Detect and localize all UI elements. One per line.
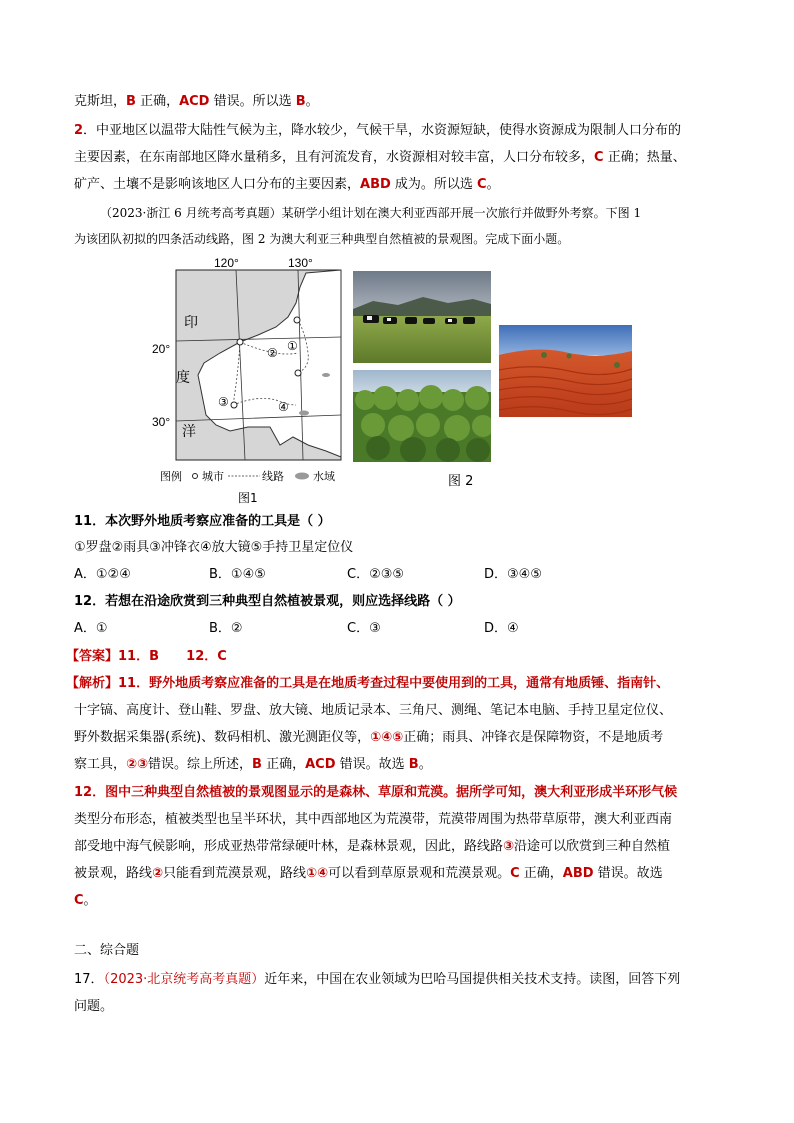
legend-route: 线路 (262, 470, 284, 483)
text: 野外数据采集器(系统)、数码相机、激光测距仪等， (74, 730, 371, 745)
q2-line-3 (74, 175, 500, 195)
q12-option-d: D．④ (484, 621, 519, 636)
route-label-3: ③ (218, 395, 229, 409)
city-marker (294, 317, 300, 323)
question-number: 17 (74, 972, 91, 987)
answer-letter: B (295, 94, 306, 109)
highlight: ①④⑤ (370, 730, 404, 745)
text: 可以看到草原景观和荒漠景观。 (328, 866, 511, 881)
analysis-line-5 (74, 783, 677, 803)
source-citation: （2023·浙江 6 月统考高考真题） (100, 206, 282, 220)
map-svg (148, 255, 348, 490)
lon-label-130: 130° (288, 256, 313, 270)
text: 12．图中三种典型自然植被的景观图显示的是森林、草原和荒漠。据所学可知，澳大利亚形成半环形气候 (74, 785, 678, 800)
text: 错误。综上所述， (148, 757, 253, 772)
legend-title: 图例 (160, 470, 182, 483)
desert-photo (499, 325, 632, 417)
lat-label-20: 20° (152, 342, 171, 356)
analysis-line-2: 十字镐、高度计、登山鞋、罗盘、放大镜、地质记录本、三角尺、测绳、笔记本电脑、手持卫星定位仪、 (74, 703, 673, 718)
q11-option-b: B．①④⑤ (209, 567, 266, 582)
answer-letter: ABD (360, 177, 391, 192)
text: 。 (418, 757, 432, 772)
q12-stem: 12．若想在沿途欣赏到三种典型自然植被景观，则应选择线路（ ） (74, 594, 461, 609)
legend-water-icon (295, 473, 309, 480)
route-label-1: ① (287, 339, 298, 353)
city-marker (237, 339, 243, 345)
legend-city: 城市 (202, 470, 224, 483)
ocean-label-char: 印 (184, 315, 198, 331)
q11-stem: 11．本次野外地质考察应准备的工具是（ ） (74, 514, 331, 529)
answer-text: 11．B 12．C (118, 649, 227, 664)
text: 沿途可以欣赏到三种自然植 (514, 839, 671, 854)
text: 主要因素，在东南部地区降水量稍多，且有河流发育，水资源相对较丰富，人口分布较多， (74, 150, 595, 165)
text: 。 (83, 893, 97, 908)
analysis-line-6: 类型分布形态，植被类型也呈半环状，其中西部地区为荒漠带，荒漠带周围为热带草原带，澳大利亚西南 (74, 812, 673, 827)
text: 为该团队初拟的四条活动线路，图 2 为澳大利亚三种典型自然植被的景观图。完成下面小题。 (74, 232, 570, 246)
answer-letter: C (594, 150, 604, 165)
route-label-4: ④ (278, 400, 289, 414)
grassland-svg (353, 271, 491, 363)
q11-option-d: D．③④⑤ (484, 567, 542, 582)
answer-letter: C (477, 177, 487, 192)
q17-line-1: 17．（2023·北京统考高考真题）近年来，中国在农业领域为巴哈马国提供相关技术支持。读图，回答下列 (74, 972, 681, 987)
forest-svg (353, 370, 491, 462)
text: 察工具， (74, 757, 127, 772)
highlight: ③ (503, 839, 515, 854)
question-number: 2 (74, 123, 84, 138)
analysis-line-9 (74, 891, 97, 911)
legend-city-icon (193, 474, 198, 479)
intro-line-1 (100, 203, 641, 223)
highlight: ACD (305, 757, 336, 772)
answer-label: 【答案】 (66, 649, 119, 664)
paragraph-line (74, 92, 319, 112)
q12-option-a: A．① (74, 621, 108, 636)
text: 错误。故选 (335, 757, 409, 772)
route-label-2: ② (267, 346, 278, 360)
text: 11．野外地质考察应准备的工具是在地质考查过程中要使用到的工具，通常有地质锤、指南针、 (118, 676, 670, 691)
intro-line-2 (74, 229, 569, 249)
source-citation: （2023·北京统考高考真题） (103, 972, 265, 987)
text: 矿产、土壤不是影响该地区人口分布的主要因素， (74, 177, 361, 192)
analysis-line-7 (74, 837, 670, 857)
grassland-photo (353, 271, 491, 363)
analysis-line-3 (74, 728, 663, 748)
text: 克斯坦， (74, 94, 127, 109)
ocean-label-char: 度 (176, 370, 190, 386)
text: 错误。所以选 (209, 94, 296, 109)
text: 。 (305, 94, 319, 109)
text: 近年来，中国在农业领域为巴哈马国提供相关技术支持。读图，回答下列 (264, 972, 681, 987)
highlight: C (510, 866, 520, 881)
q12-option-b: B．② (209, 621, 243, 636)
analysis-label: 【解析】 (66, 676, 119, 691)
text: 成为。所以选 (390, 177, 478, 192)
text: 被景观，路线 (74, 866, 153, 881)
analysis-line-1 (66, 674, 669, 694)
q17-line-2: 问题。 (74, 999, 114, 1014)
water-body (322, 373, 330, 377)
legend-water: 水域 (313, 470, 335, 483)
q12-option-c: C．③ (347, 621, 381, 636)
highlight: B (252, 757, 262, 772)
text: 。 (486, 177, 500, 192)
text: 正确， (135, 94, 180, 109)
answer-line (66, 647, 227, 667)
figure-1-map (148, 255, 348, 490)
water-body (299, 411, 309, 416)
q11-option-a: A．①②④ (74, 567, 131, 582)
figure-1-caption: 图1 (238, 491, 258, 505)
city-marker (295, 370, 301, 376)
text: 正确；热量、 (603, 150, 686, 165)
text: 某研学小组计划在澳大利亚西部开展一次旅行并做野外考察。下图 1 (281, 206, 642, 220)
answer-letter: B (126, 94, 136, 109)
ocean-label-char: 洋 (182, 424, 196, 440)
text: ．中亚地区以温带大陆性气候为主，降水较少，气候干旱，水资源短缺，使得水资源成为限制人口分布的 (83, 123, 682, 138)
highlight: B (408, 757, 419, 772)
answer-letter: ACD (179, 94, 210, 109)
lat-label-30: 30° (152, 415, 171, 429)
highlight: C (74, 893, 84, 908)
text: 正确；雨具、冲锋衣是保障物资，不是地质考 (403, 730, 664, 745)
analysis-line-8 (74, 864, 663, 884)
highlight: ②③ (126, 757, 149, 772)
figure-2-caption: 图 2 (448, 474, 474, 489)
q2-line-1 (74, 121, 681, 141)
highlight: ② (152, 866, 164, 881)
text: 只能看到荒漠景观，路线 (163, 866, 307, 881)
section-title: 二、综合题 (74, 943, 140, 958)
text: 正确， (519, 866, 563, 881)
highlight: ABD (562, 866, 594, 881)
q2-line-2 (74, 148, 686, 168)
highlight: ①④ (306, 866, 329, 881)
forest-photo (353, 370, 491, 462)
text: 正确， (261, 757, 306, 772)
q11-items: ①罗盘②雨具③冲锋衣④放大镜⑤手持卫星定位仪 (74, 540, 354, 555)
lon-label-120: 120° (214, 256, 239, 270)
desert-svg (499, 325, 632, 417)
city-marker (231, 402, 237, 408)
text: 错误。故选 (593, 866, 663, 881)
analysis-line-4 (74, 755, 432, 775)
q11-option-c: C．②③⑤ (347, 567, 405, 582)
text: 部受地中海气候影响，形成亚热带常绿硬叶林，是森林景观，因此，路线路 (74, 839, 504, 854)
